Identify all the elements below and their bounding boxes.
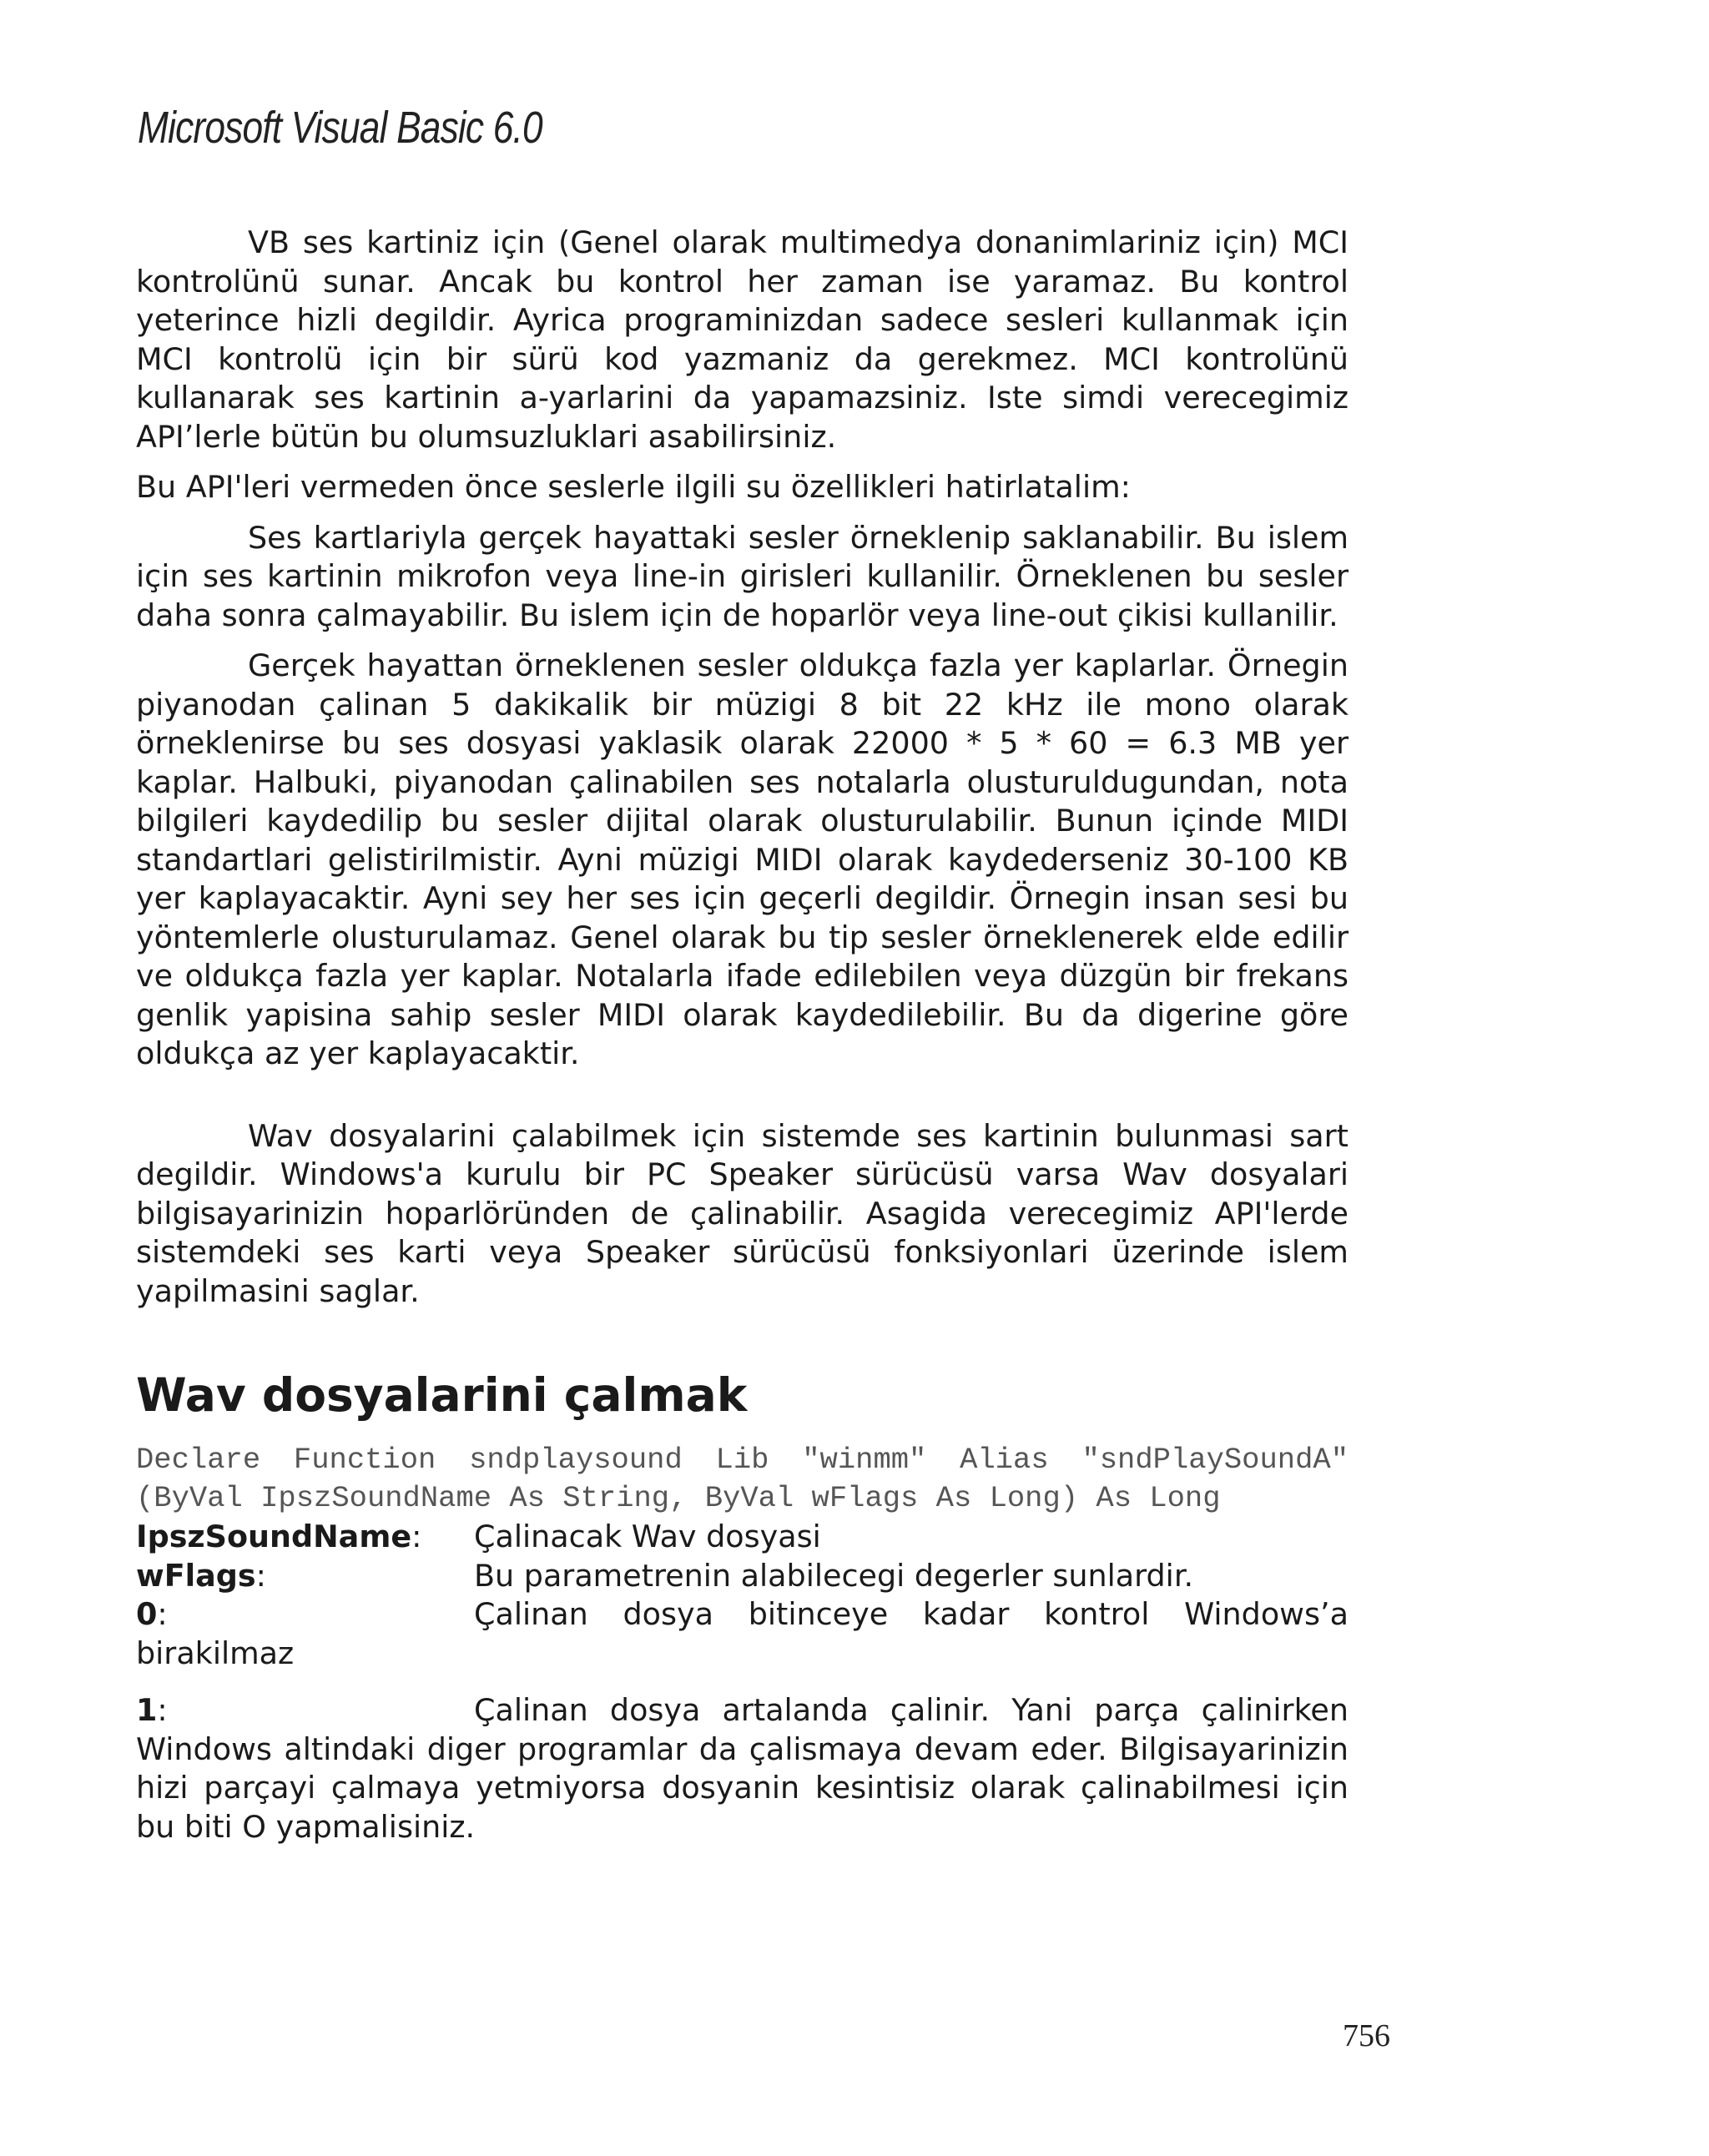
section-heading: Wav dosyalarini çalmak <box>136 1368 748 1422</box>
param-desc: Çalinan dosya bitinceye kadar kontrol Windows’a birakilmaz <box>136 1596 1349 1671</box>
page-number: 756 <box>1343 2018 1390 2053</box>
param-row: 0: Çalinan dosya bitinceye kadar kontrol Windows’a birakilmaz <box>136 1596 1349 1671</box>
running-header: Microsoft Visual Basic 6.0 <box>138 103 542 153</box>
param-term: wFlags <box>136 1557 256 1594</box>
param-desc: Bu parametrenin alabilecegi degerler sunlardir. <box>474 1557 1194 1594</box>
paragraph-midi: Gerçek hayattan örneklenen sesler oldukça fazla yer kaplarlar. Örnegin piyanodan çalinan 5 dakikalik bir müzigi 8 bit 22 kHz ile mono olarak örneklenirse bu ses dosyasi yaklasik olarak 22000 * 5 * 60 = 6.3 MB yer kaplar. Halbuki, piyanodan çalinabilen ses notalarla olusturuldugundan, nota bilgileri kaydedilip bu sesler dijital olarak olusturulabilir. Bunun içinde MIDI standartlari gelistirilmistir. Ayni müzigi MIDI olarak kaydederseniz 30-100 KB yer kaplayacaktir. Ayni sey her ses için geçerli degildir. Örnegin insan sesi bu yöntemlerle olusturulamaz. Genel olarak bu tip sesler örneklenerek elde edilir ve oldukça fazla yer kaplar. Notalarla ifade edilebilen veya düzgün bir frekans genlik yapisina sahip sesler MIDI olarak kaydedilebilir. Bu da digerine göre oldukça az yer kaplayacaktir. <box>136 647 1349 1071</box>
paragraph-sound-cards: Ses kartlariyla gerçek hayattaki sesler örneklenip saklanabilir. Bu islem için ses kartinin mikrofon veya line-in girisleri kullanilir. Örneklenen bu sesler daha sonra çalmayabilir. Bu islem için de hoparlör veya line-out çikisi kullanilir. <box>136 519 1349 633</box>
paragraph-wav: Wav dosyalarini çalabilmek için sistemde ses kartinin bulunmasi sart degildir. Windows'a kurulu bir PC Speaker sürücüsü varsa Wav dosyalari bilgisayarinizin hoparlöründen de çalinabilir. Asagida verecegimiz API'lerde sistemdeki ses karti veya Speaker sürücüsü fonksiyonlari üzerinde islem yapilmasini saglar. <box>136 1117 1349 1309</box>
param-row: IpszSoundName: Çalinacak Wav dosyasi <box>136 1519 821 1554</box>
param-row: 1: Çalinan dosya artalanda çalinir. Yani parça çalinirken Windows altindaki diger programlar da çalismaya devam eder. Bilgisayarinizin hizi parçayi çalmaya yetmiyorsa dosyanin kesintisiz olarak çalinabilmesi için bu biti O yapmalisiniz. <box>136 1692 1349 1845</box>
code-declaration: Declare Function sndplaysound Lib "winmm" Alias "sndPlaySoundA" (ByVal IpszSoundName As String, ByVal wFlags As Long) As Long <box>136 1443 1349 1515</box>
param-term: 0 <box>136 1596 158 1632</box>
param-desc: Çalinan dosya artalanda çalinir. Yani parça çalinirken Windows altindaki diger programlar da çalismaya devam eder. Bilgisayarinizin hizi parçayi çalmaya yetmiyorsa dosyanin kesintisiz olarak çalinabilmesi için bu biti O yapmalisiniz. <box>136 1692 1349 1845</box>
param-desc: Çalinacak Wav dosyasi <box>474 1519 821 1554</box>
paragraph-intro: VB ses kartiniz için (Genel olarak multimedya donanimlariniz için) MCI kontrolünü sunar. Ancak bu kontrol her zaman ise yaramaz. Bu kontrol yeterince hizli degildir. Ayrica programinizdan sadece sesleri kullanmak için MCI kontrolü için bir sürü kod yazmaniz da gerekmez. MCI kontrolünü kullanarak ses kartinin a-yarlarini da yapamazsiniz. Iste simdi verecegimiz API’lerle bütün bu olumsuzluklari asabilirsiniz. <box>136 224 1349 455</box>
param-term: IpszSoundName <box>136 1519 412 1554</box>
page-body <box>136 224 1349 1846</box>
param-row: wFlags: Bu parametrenin alabilecegi degerler sunlardir. <box>136 1557 1194 1594</box>
paragraph-api-intro: Bu API'leri vermeden önce seslerle ilgili su özellikleri hatirlatalim: <box>136 469 1131 505</box>
param-term: 1 <box>136 1692 158 1728</box>
